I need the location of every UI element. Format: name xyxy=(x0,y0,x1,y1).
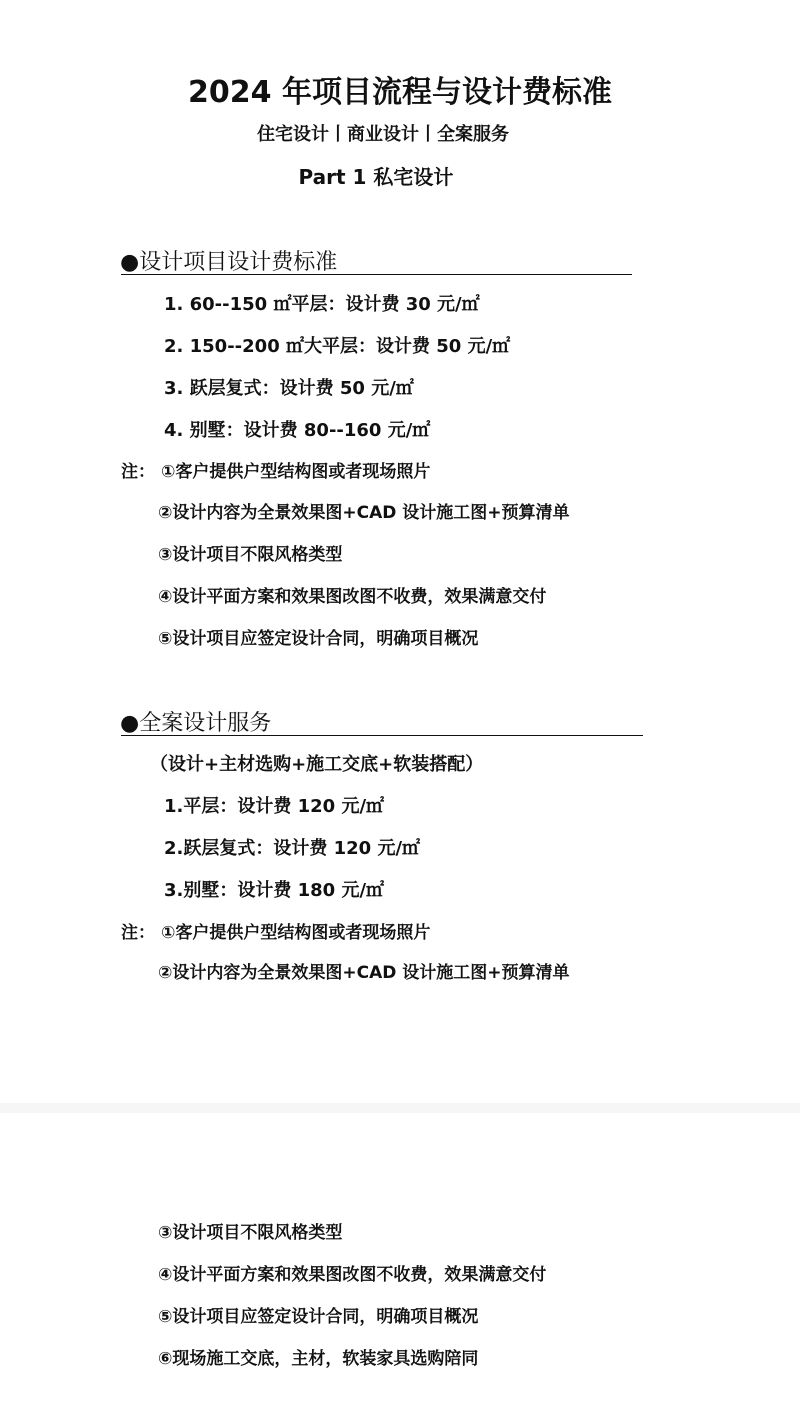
document-subtitle: 住宅设计丨商业设计丨全案服务 xyxy=(257,124,509,145)
fee-item-1: 1. 60--150 ㎡平层：设计费 30 元/㎡ xyxy=(164,294,480,315)
service-item-2: 2.跃层复式：设计费 120 元/㎡ xyxy=(164,838,421,859)
part-heading: Part 1 私宅设计 xyxy=(298,165,454,189)
document-title: 2024 年项目流程与设计费标准 xyxy=(188,75,612,110)
note-item-3: ③设计项目不限风格类型 xyxy=(158,545,343,565)
section-heading-design-fee: ●设计项目设计费标准 xyxy=(120,250,338,275)
service-note-2: ②设计内容为全景效果图+CAD 设计施工图+预算清单 xyxy=(158,963,570,983)
service-note-1: ①客户提供户型结构图或者现场照片 xyxy=(161,923,431,943)
note-label: 注： xyxy=(121,923,155,943)
service-item-1: 1.平层：设计费 120 元/㎡ xyxy=(164,796,385,817)
note-label: 注： xyxy=(121,462,155,482)
note-item-5: ⑤设计项目应签定设计合同，明确项目概况 xyxy=(158,629,479,649)
note-item-2: ②设计内容为全景效果图+CAD 设计施工图+预算清单 xyxy=(158,503,570,523)
service-scope: （设计+主材选购+施工交底+软装搭配） xyxy=(150,754,484,775)
fee-item-2: 2. 150--200 ㎡大平层：设计费 50 元/㎡ xyxy=(164,336,511,357)
note-item-4: ④设计平面方案和效果图改图不收费，效果满意交付 xyxy=(158,587,547,607)
page-separator xyxy=(0,1103,800,1113)
section-underline xyxy=(121,735,643,736)
section-heading-full-service: ●全案设计服务 xyxy=(120,711,272,736)
note-item-1: ①客户提供户型结构图或者现场照片 xyxy=(161,462,431,482)
service-item-3: 3.别墅：设计费 180 元/㎡ xyxy=(164,880,385,901)
fee-item-3: 3. 跃层复式：设计费 50 元/㎡ xyxy=(164,378,414,399)
service-note-3: ③设计项目不限风格类型 xyxy=(158,1223,343,1243)
section-underline xyxy=(121,274,632,275)
fee-item-4: 4. 别墅：设计费 80--160 元/㎡ xyxy=(164,420,431,441)
service-note-6: ⑥现场施工交底，主材，软装家具选购陪同 xyxy=(158,1349,479,1369)
service-note-4: ④设计平面方案和效果图改图不收费，效果满意交付 xyxy=(158,1265,547,1285)
service-note-5: ⑤设计项目应签定设计合同，明确项目概况 xyxy=(158,1307,479,1327)
